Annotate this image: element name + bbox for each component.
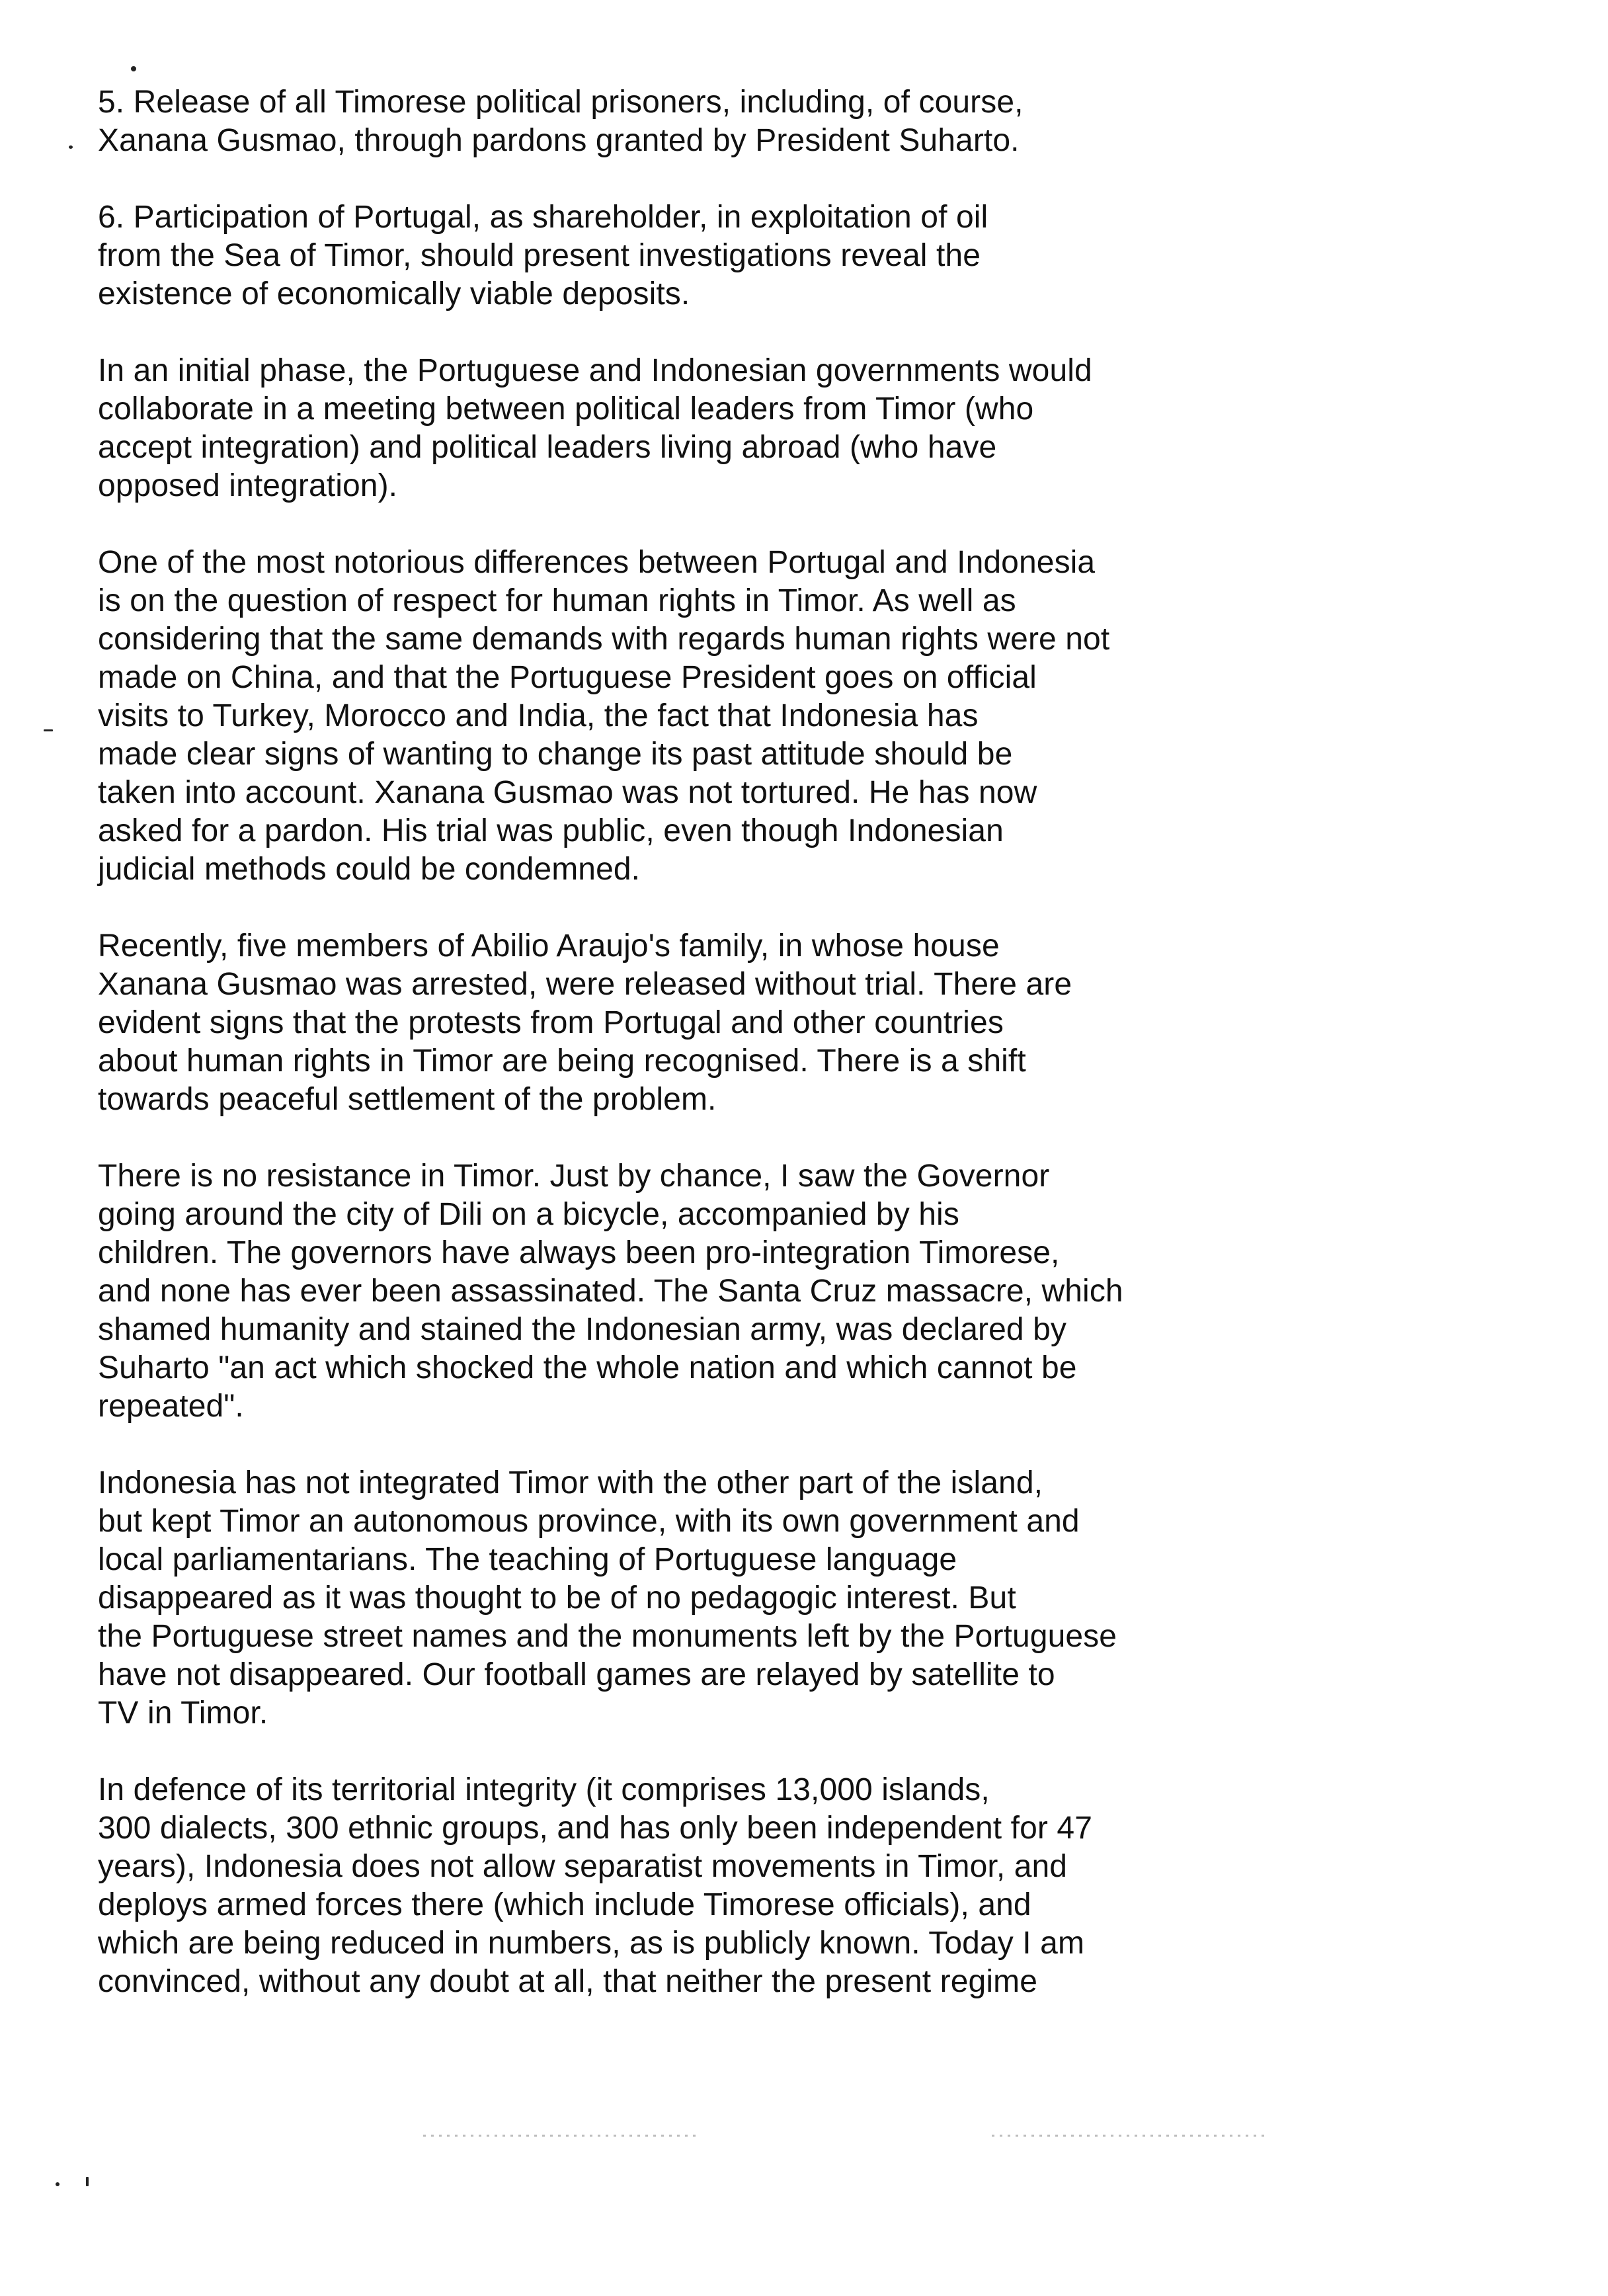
paragraph-human-rights: One of the most notorious differences between Portugal and Indonesia is on the question of respect for human rights in Timor. As well as considering that the same demands with regards human rights were not made on China, and that the Portuguese President goes on official visits to Turkey, Morocco and India, the fact that Indonesia has made clear signs of wanting to change its past attitude should be taken into account. Xanana Gusmao was not tortured. He has now asked for a pardon. His trial was public, even though Indonesian judicial methods could be condemned. — [98, 545, 1110, 887]
paragraph-recent-releases: Recently, five members of Abilio Araujo's family, in whose house Xanana Gusmao was arrested, were released without trial. There are evident signs that the protests from Portugal and other countries about human rights in Timor are being recognised. There is a shift towards peaceful settlement of the problem. — [98, 928, 1072, 1117]
scan-dotted-line — [992, 2135, 1269, 2137]
scan-speck — [86, 2177, 89, 2186]
scan-dotted-line — [423, 2135, 701, 2137]
paragraph-initial-phase: In an initial phase, the Portuguese and Indonesian governments would collaborate in a meeting between political leaders from Timor (who accept integration) and political leaders living abroad (who have opposed integration). — [98, 353, 1092, 503]
scan-speck — [69, 145, 73, 149]
paragraph-item-5: 5. Release of all Timorese political prisoners, including, of course, Xanana Gusmao, through pardons granted by President Suharto. — [98, 85, 1024, 158]
paragraph-autonomous-province: Indonesia has not integrated Timor with the other part of the island, but kept Timor an autonomous province, with its own government and local parliamentarians. The teaching of Portuguese language disappeared as it was thought to be of no pedagogic interest. But the Portuguese street names and the monuments left by the Portuguese have not disappeared. Our football games are relayed by satellite to TV in Timor. — [98, 1465, 1117, 1731]
scan-speck — [131, 66, 136, 71]
scan-speck — [44, 729, 53, 731]
scan-speck — [56, 2182, 60, 2186]
document-body — [98, 83, 1262, 2039]
paragraph-territorial-integrity: In defence of its territorial integrity (it comprises 13,000 islands, 300 dialects, 300 ethnic groups, and has only been independent for 47 years), Indonesia does not allow separatist movements in Timor, and deploys armed forces there (which include Timorese officials), and which are being reduced in numbers, as is publicly known. Today I am convinced, without any doubt at all, that neither the present regime — [98, 1772, 1093, 1999]
paragraph-item-6: 6. Participation of Portugal, as shareholder, in exploitation of oil from the Sea of Timor, should present investigations reveal the existence of economically viable deposits. — [98, 200, 988, 311]
paragraph-no-resistance: There is no resistance in Timor. Just by chance, I saw the Governor going around the city of Dili on a bicycle, accompanied by his children. The governors have always been pro-integration Timorese, and none has ever been assassinated. The Santa Cruz massacre, which shamed humanity and stained the Indonesian army, was declared by Suharto "an act which shocked the whole nation and which cannot be repeated". — [98, 1159, 1123, 1424]
